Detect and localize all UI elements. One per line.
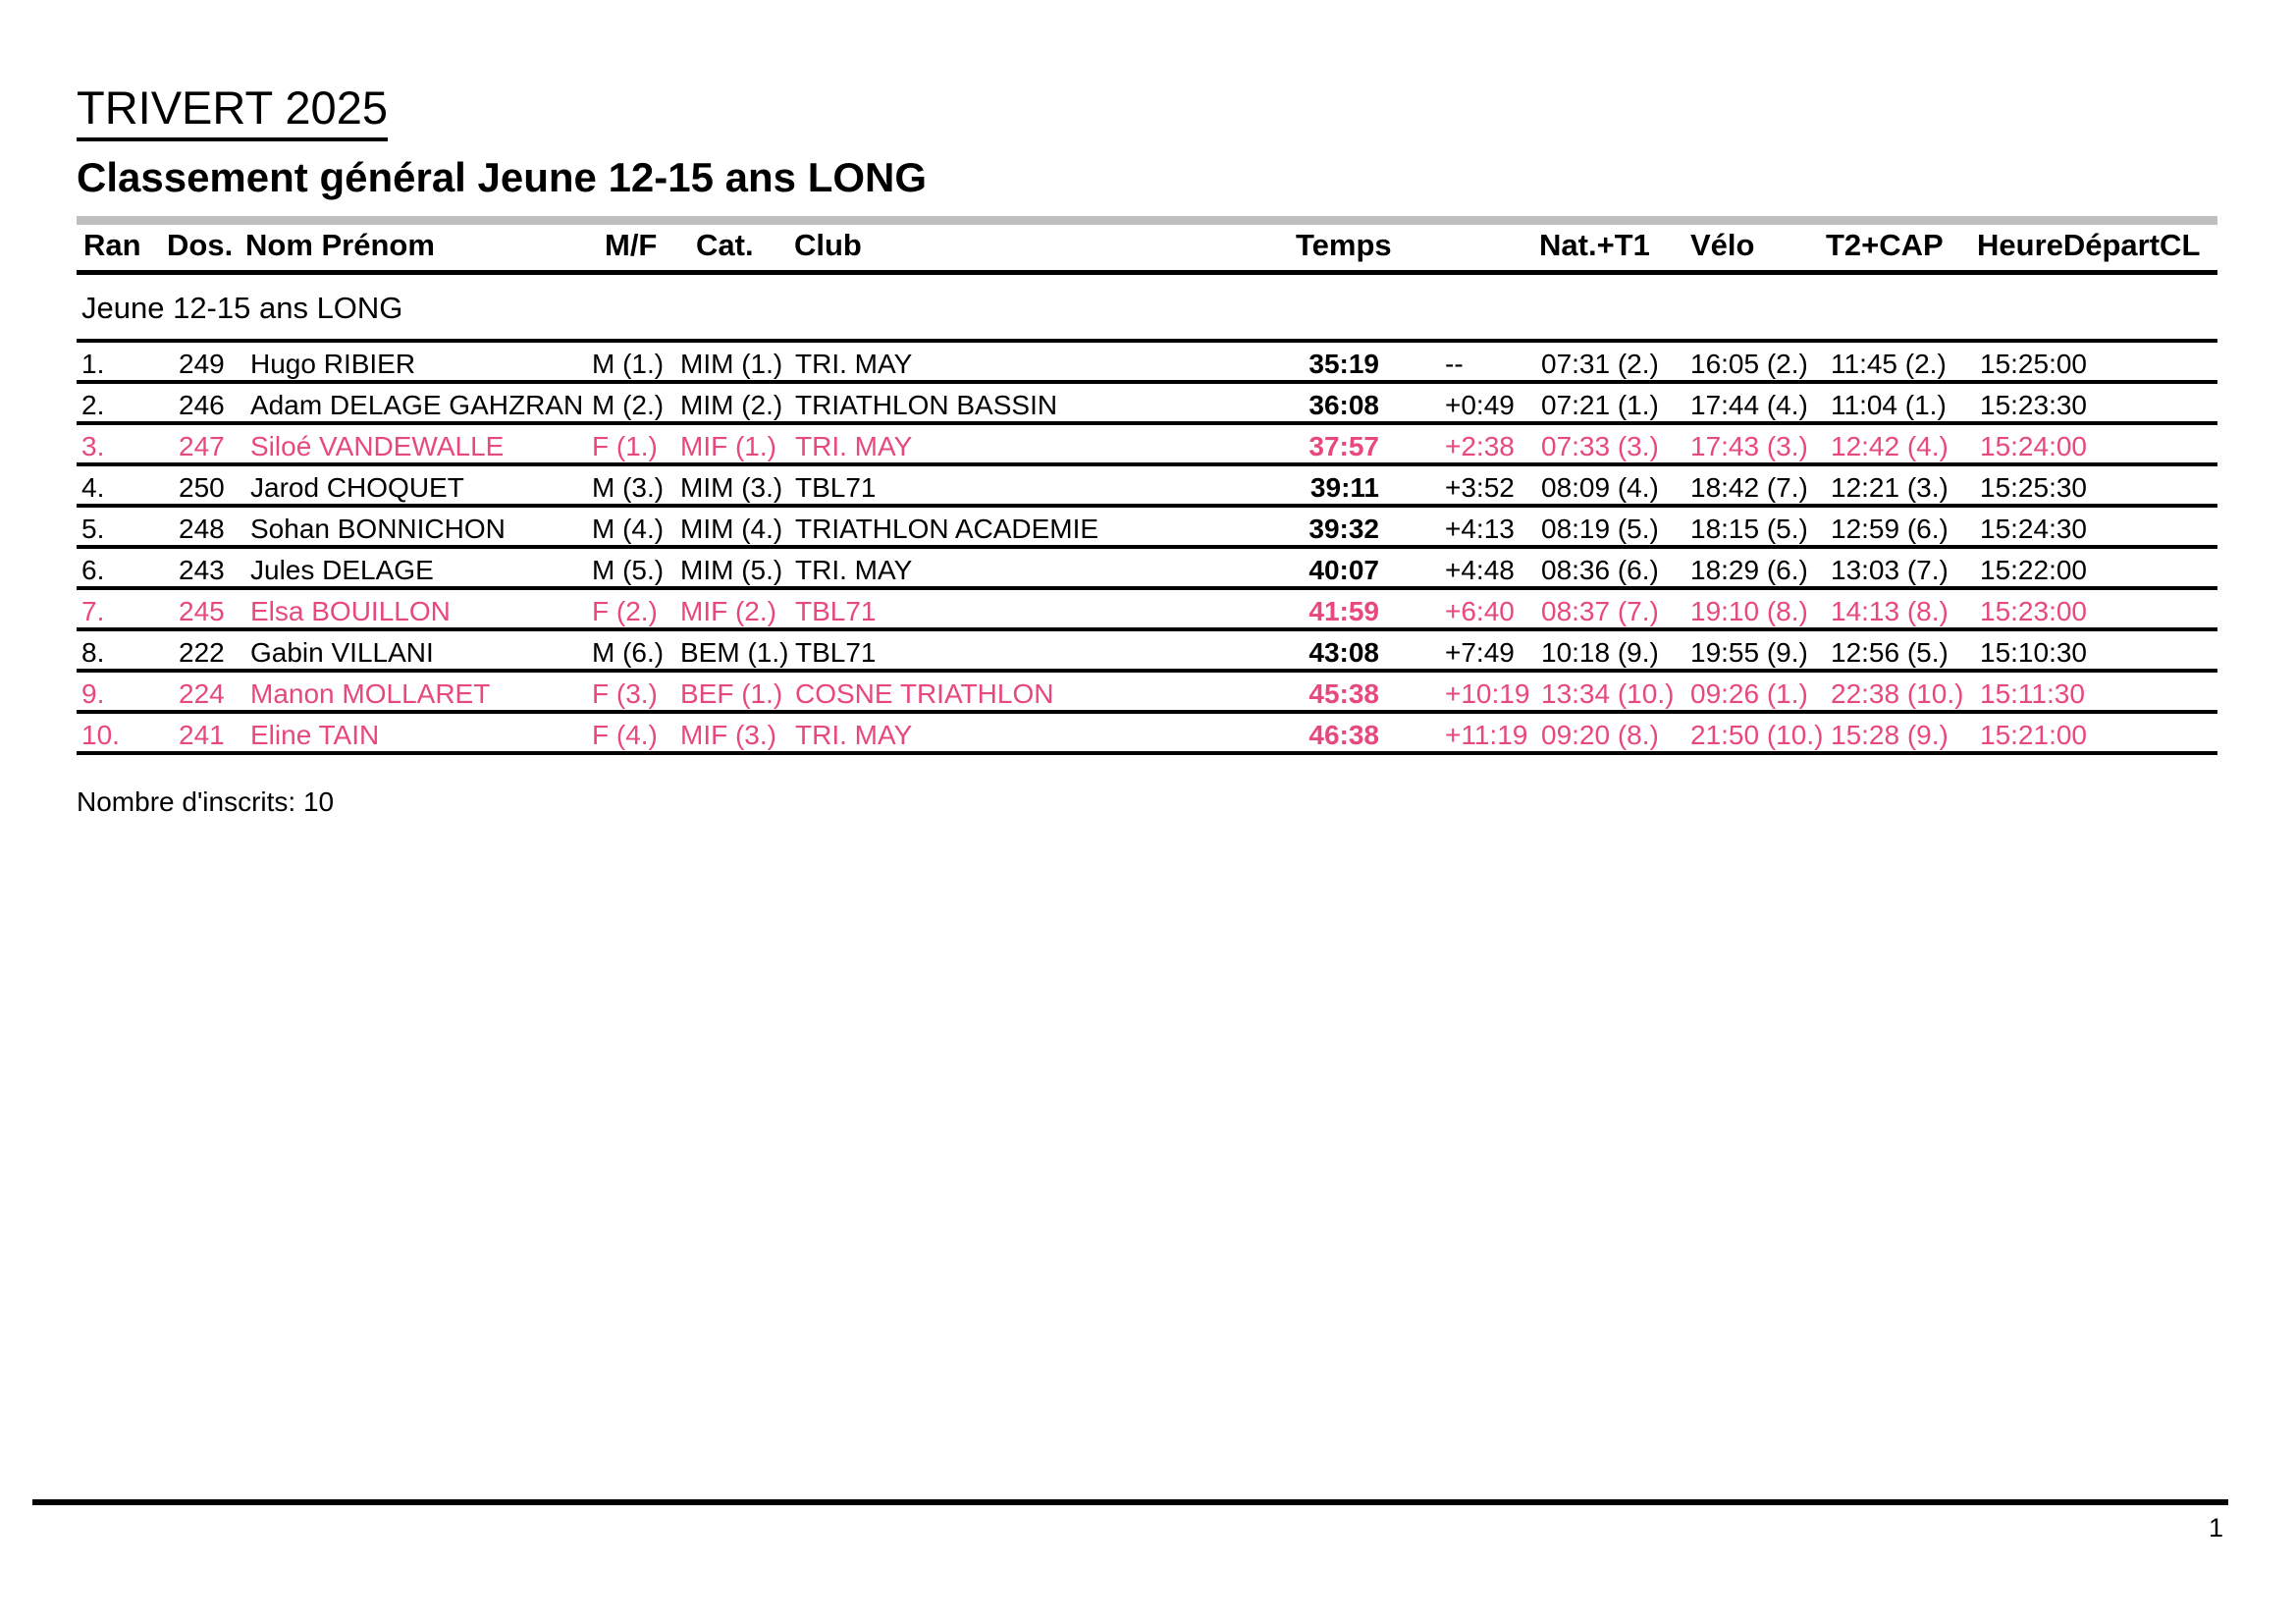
cell-rank: 10. — [81, 720, 120, 750]
header-start-time: HeureDépartCL — [1977, 228, 2201, 262]
cell-gender: F (2.) — [592, 596, 658, 626]
cell-club: TRI. MAY — [795, 720, 913, 750]
cell-gap: +7:49 — [1445, 637, 1515, 668]
cell-dossard: 250 — [179, 472, 225, 503]
cell-club: TRIATHLON BASSIN — [795, 390, 1058, 420]
cell-start-time: 15:22:00 — [1980, 555, 2087, 585]
cell-t2-run: 13:03 (7.) — [1831, 555, 1949, 585]
cell-swim-t1: 08:36 (6.) — [1541, 555, 1659, 585]
table-row — [77, 466, 2217, 508]
cell-dossard: 224 — [179, 678, 225, 709]
cell-gap: +2:38 — [1445, 431, 1515, 461]
cell-name: Hugo RIBIER — [250, 349, 416, 379]
table-row — [77, 673, 2217, 714]
table-row — [77, 425, 2217, 466]
cell-club: TBL71 — [795, 637, 877, 668]
table-row — [77, 590, 2217, 631]
cell-dossard: 241 — [179, 720, 225, 750]
header-time: Temps — [1296, 228, 1392, 262]
cell-category: MIM (1.) — [680, 349, 783, 379]
cell-swim-t1: 08:09 (4.) — [1541, 472, 1659, 503]
cell-bike: 18:29 (6.) — [1690, 555, 1808, 585]
cell-dossard: 243 — [179, 555, 225, 585]
cell-rank: 4. — [81, 472, 105, 503]
header-name: Nom Prénom — [245, 228, 435, 262]
cell-time: 43:08 — [1308, 637, 1379, 668]
cell-rank: 5. — [81, 514, 105, 544]
cell-rank: 3. — [81, 431, 105, 461]
cell-club: TRI. MAY — [795, 349, 913, 379]
cell-t2-run: 12:42 (4.) — [1831, 431, 1949, 461]
header-club: Club — [794, 228, 862, 262]
cell-bike: 09:26 (1.) — [1690, 678, 1808, 709]
cell-gender: F (3.) — [592, 678, 658, 709]
header-t2-run: T2+CAP — [1826, 228, 1944, 262]
cell-name: Siloé VANDEWALLE — [250, 431, 505, 461]
cell-t2-run: 14:13 (8.) — [1831, 596, 1949, 626]
table-row — [77, 714, 2217, 755]
cell-club: TRI. MAY — [795, 555, 913, 585]
cell-start-time: 15:23:30 — [1980, 390, 2087, 420]
cell-start-time: 15:24:00 — [1980, 431, 2087, 461]
cell-name: Eline TAIN — [250, 720, 380, 750]
cell-name: Adam DELAGE GAHZRAN — [250, 390, 584, 420]
registered-count: Nombre d'inscrits: 10 — [77, 786, 335, 817]
cell-gender: F (4.) — [592, 720, 658, 750]
cell-rank: 2. — [81, 390, 105, 420]
document-title: Classement général Jeune 12-15 ans LONG — [77, 154, 928, 200]
cell-name: Jules DELAGE — [250, 555, 434, 585]
cell-dossard: 246 — [179, 390, 225, 420]
cell-name: Gabin VILLANI — [250, 637, 434, 668]
cell-t2-run: 22:38 (10.) — [1831, 678, 1964, 709]
cell-gender: F (1.) — [592, 431, 658, 461]
cell-gender: M (6.) — [592, 637, 665, 668]
cell-club: TBL71 — [795, 472, 877, 503]
cell-category: MIF (3.) — [680, 720, 776, 750]
cell-gap: +3:52 — [1445, 472, 1515, 503]
section-header — [77, 275, 2217, 343]
cell-bike: 18:42 (7.) — [1690, 472, 1808, 503]
cell-rank: 9. — [81, 678, 105, 709]
cell-t2-run: 12:59 (6.) — [1831, 514, 1949, 544]
cell-t2-run: 15:28 (9.) — [1831, 720, 1949, 750]
cell-category: MIM (2.) — [680, 390, 783, 420]
header-category: Cat. — [696, 228, 754, 262]
cell-name: Sohan BONNICHON — [250, 514, 506, 544]
cell-club: TRI. MAY — [795, 431, 913, 461]
cell-dossard: 222 — [179, 637, 225, 668]
cell-club: COSNE TRIATHLON — [795, 678, 1054, 709]
header-bike: Vélo — [1690, 228, 1755, 262]
cell-bike: 17:44 (4.) — [1690, 390, 1808, 420]
cell-swim-t1: 08:19 (5.) — [1541, 514, 1659, 544]
header-dossard: Dos. — [167, 228, 234, 262]
cell-gap: +10:19 — [1445, 678, 1530, 709]
cell-category: MIF (2.) — [680, 596, 776, 626]
cell-category: MIM (5.) — [680, 555, 783, 585]
cell-bike: 17:43 (3.) — [1690, 431, 1808, 461]
cell-bike: 19:55 (9.) — [1690, 637, 1808, 668]
cell-gap: +4:13 — [1445, 514, 1515, 544]
footer-rule — [32, 1499, 2228, 1505]
cell-club: TBL71 — [795, 596, 877, 626]
header-swim-t1: Nat.+T1 — [1539, 228, 1650, 262]
cell-time: 46:38 — [1308, 720, 1379, 750]
header-rank: Ran — [83, 228, 141, 262]
results-rows — [77, 343, 2217, 755]
cell-time: 41:59 — [1308, 596, 1379, 626]
cell-time: 37:57 — [1308, 431, 1379, 461]
cell-gap: -- — [1445, 349, 1464, 379]
cell-category: BEF (1.) — [680, 678, 783, 709]
table-row — [77, 549, 2217, 590]
cell-category: MIM (4.) — [680, 514, 783, 544]
cell-club: TRIATHLON ACADEMIE — [795, 514, 1099, 544]
cell-time: 36:08 — [1308, 390, 1379, 420]
cell-gap: +11:19 — [1445, 720, 1528, 750]
cell-rank: 8. — [81, 637, 105, 668]
cell-swim-t1: 08:37 (7.) — [1541, 596, 1659, 626]
cell-t2-run: 11:04 (1.) — [1831, 390, 1947, 420]
cell-gender: M (4.) — [592, 514, 665, 544]
cell-time: 39:11 — [1309, 472, 1379, 503]
event-title: TRIVERT 2025 — [77, 84, 388, 141]
cell-category: BEM (1.) — [680, 637, 789, 668]
header-gender: M/F — [605, 228, 658, 262]
cell-bike: 16:05 (2.) — [1690, 349, 1808, 379]
table-row — [77, 631, 2217, 673]
cell-gender: M (1.) — [592, 349, 665, 379]
separator-bar — [77, 216, 2217, 225]
cell-gender: M (5.) — [592, 555, 665, 585]
cell-t2-run: 11:45 (2.) — [1831, 349, 1947, 379]
cell-rank: 1. — [81, 349, 105, 379]
cell-swim-t1: 10:18 (9.) — [1541, 637, 1659, 668]
table-row — [77, 343, 2217, 384]
cell-gap: +0:49 — [1445, 390, 1515, 420]
cell-category: MIM (3.) — [680, 472, 783, 503]
cell-swim-t1: 09:20 (8.) — [1541, 720, 1659, 750]
cell-gender: M (2.) — [592, 390, 665, 420]
cell-bike: 19:10 (8.) — [1690, 596, 1808, 626]
cell-swim-t1: 07:33 (3.) — [1541, 431, 1659, 461]
cell-swim-t1: 07:31 (2.) — [1541, 349, 1659, 379]
table-row — [77, 508, 2217, 549]
cell-gap: +6:40 — [1445, 596, 1515, 626]
cell-start-time: 15:11:30 — [1980, 678, 2085, 709]
cell-swim-t1: 07:21 (1.) — [1541, 390, 1659, 420]
section-title: Jeune 12-15 ans LONG — [81, 291, 403, 325]
cell-start-time: 15:25:00 — [1980, 349, 2087, 379]
cell-start-time: 15:25:30 — [1980, 472, 2087, 503]
cell-t2-run: 12:21 (3.) — [1831, 472, 1949, 503]
cell-start-time: 15:10:30 — [1980, 637, 2087, 668]
cell-start-time: 15:24:30 — [1980, 514, 2087, 544]
cell-name: Manon MOLLARET — [250, 678, 491, 709]
cell-dossard: 247 — [179, 431, 225, 461]
table-header-row — [77, 225, 2217, 275]
cell-swim-t1: 13:34 (10.) — [1541, 678, 1675, 709]
cell-category: MIF (1.) — [680, 431, 776, 461]
cell-bike: 21:50 (10.) — [1690, 720, 1824, 750]
table-row — [77, 384, 2217, 425]
cell-dossard: 245 — [179, 596, 225, 626]
cell-name: Elsa BOUILLON — [250, 596, 451, 626]
page-content — [77, 0, 2217, 818]
cell-rank: 6. — [81, 555, 105, 585]
cell-time: 45:38 — [1308, 678, 1379, 709]
cell-gap: +4:48 — [1445, 555, 1515, 585]
cell-bike: 18:15 (5.) — [1690, 514, 1808, 544]
cell-dossard: 248 — [179, 514, 225, 544]
cell-time: 35:19 — [1308, 349, 1379, 379]
cell-name: Jarod CHOQUET — [250, 472, 464, 503]
page-number: 1 — [2209, 1513, 2224, 1543]
cell-time: 40:07 — [1308, 555, 1379, 585]
cell-time: 39:32 — [1308, 514, 1379, 544]
cell-rank: 7. — [81, 596, 105, 626]
cell-t2-run: 12:56 (5.) — [1831, 637, 1949, 668]
cell-start-time: 15:23:00 — [1980, 596, 2087, 626]
cell-start-time: 15:21:00 — [1980, 720, 2087, 750]
cell-gender: M (3.) — [592, 472, 665, 503]
cell-dossard: 249 — [179, 349, 225, 379]
